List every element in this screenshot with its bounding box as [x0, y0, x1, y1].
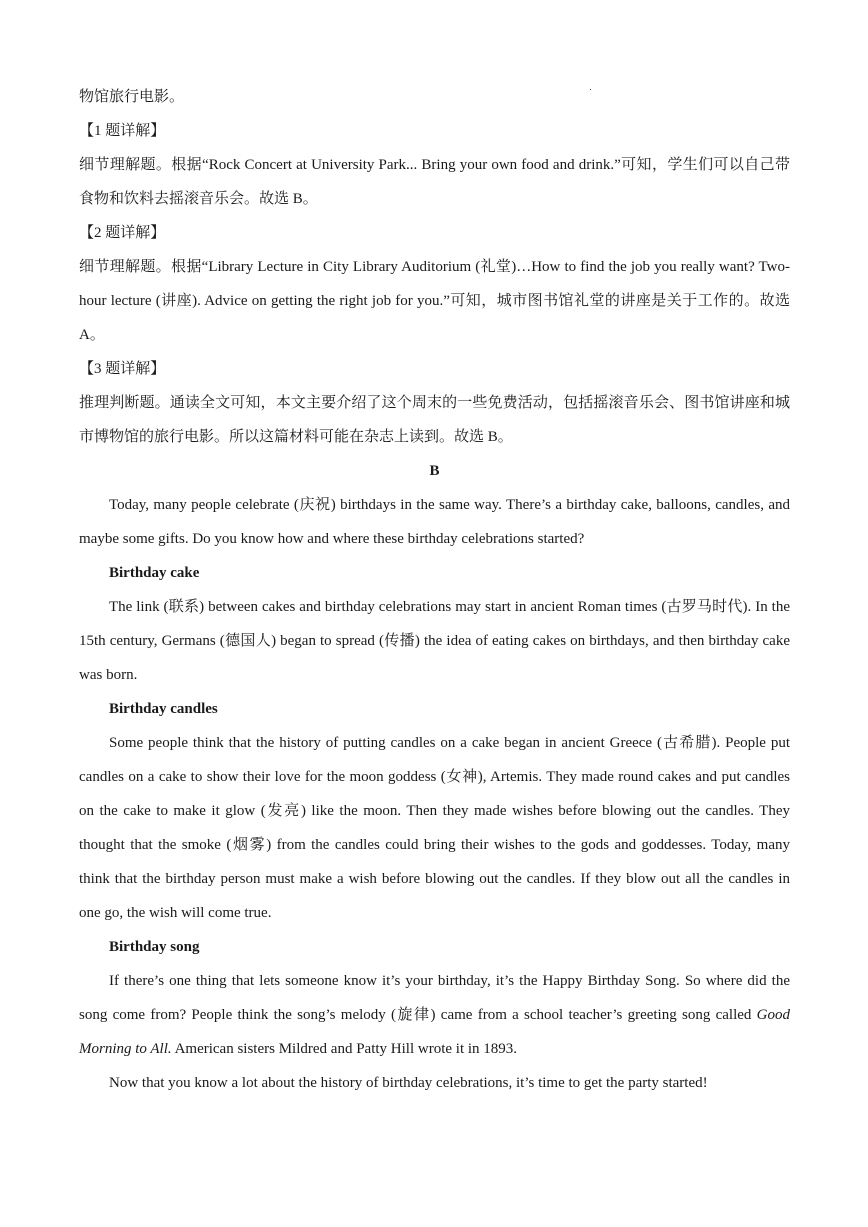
song-paragraph: [79, 964, 790, 1066]
song-heading: Birthday song: [109, 939, 200, 955]
song-text-after: American sisters Mildred and Patty Hill wrote it in 1893.: [171, 1041, 518, 1057]
q1-explanation: 细节理解题。根据“Rock Concert at University Park... Bring your own food and drink.”可知，学生们可以自己带食物和饮料去摇滚音乐会。故选 B。: [79, 157, 790, 207]
closing-paragraph: Now that you know a lot about the history of birthday celebrations, it’s time to get the party started!: [109, 1075, 708, 1091]
document-page: [79, 80, 790, 1100]
q1-heading: 【1 题详解】: [79, 123, 166, 139]
song-title: Good Morning to All.: [79, 1007, 790, 1057]
song-text-before: If there’s one thing that lets someone know it’s your birthday, it’s the Happy Birthday Song. So where did the song come from? People think the song’s melody (旋律) came from a school teacher’s greeting song called: [79, 973, 790, 1023]
candles-heading: Birthday candles: [109, 701, 218, 717]
cake-paragraph: The link (联系) between cakes and birthday celebrations may start in ancient Roman times (古罗马时代). In the 15th century, Germans (德国人) began to spread (传播) the idea of eating cakes on birthdays, and then birthday cake was born.: [79, 599, 790, 683]
q3-heading: 【3 题详解】: [79, 361, 166, 377]
top-fragment: 物馆旅行电影。: [79, 89, 185, 105]
candles-paragraph: Some people think that the history of putting candles on a cake began in ancient Greece (古希腊). People put candles on a cake to show their love for the moon goddess (女神), Artemis. They made round cakes and put candles on the cake to make it glow (发亮) like the moon. Then they made wishes before blowing out the candles. They thought that the smoke (烟雾) from the candles could bring their wishes to the gods and goddesses. Today, many think that the birthday person must make a wish before blowing out the candles. If they blow out all the candles in one go, the wish will come true.: [79, 735, 790, 921]
q2-heading: 【2 题详解】: [79, 225, 166, 241]
passage-intro: Today, many people celebrate (庆祝) birthdays in the same way. There’s a birthday cake, balloons, candles, and maybe some gifts. Do you know how and where these birthday celebrations started?: [79, 497, 790, 547]
cake-heading: Birthday cake: [109, 565, 200, 581]
q2-explanation: 细节理解题。根据“Library Lecture in City Library Auditorium (礼堂)…How to find the job you really want? Two-hour lecture (讲座). Advice on getting the right job for you.”可知，城市图书馆礼堂的讲座是关于工作的。故选 A。: [79, 259, 790, 343]
passage-title: B: [429, 463, 440, 479]
q3-explanation: 推理判断题。通读全文可知，本文主要介绍了这个周末的一些免费活动，包括摇滚音乐会、图书馆讲座和城市博物馆的旅行电影。所以这篇材料可能在杂志上读到。故选 B。: [79, 395, 790, 445]
